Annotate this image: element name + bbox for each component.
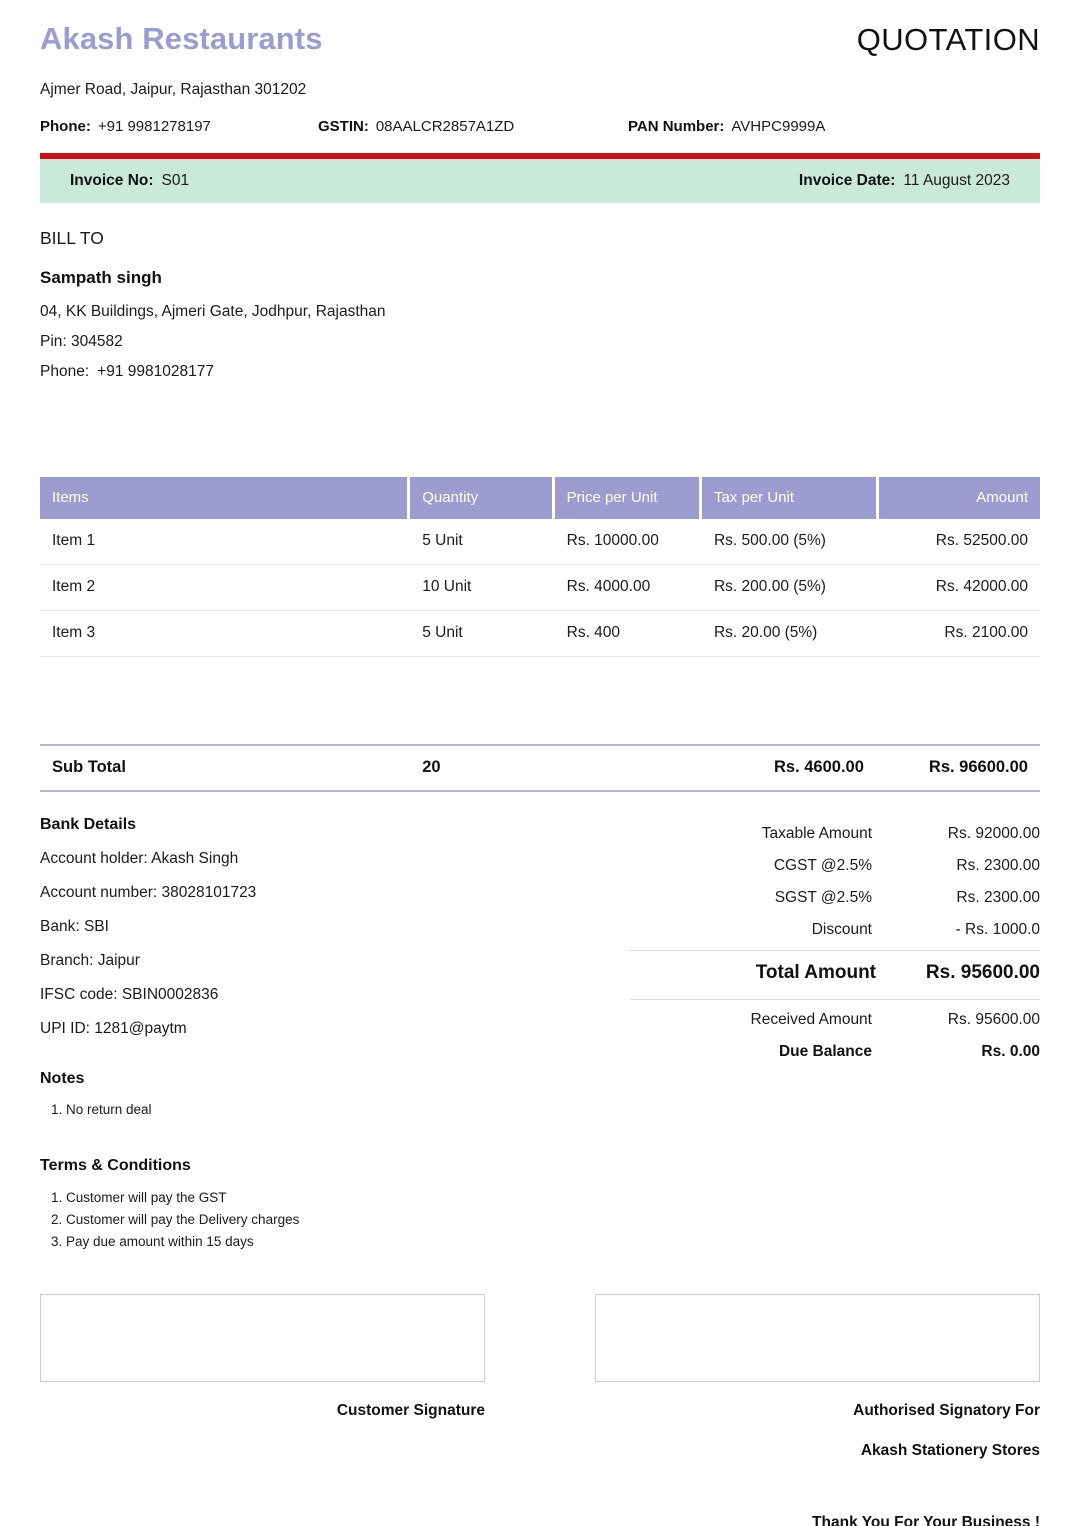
company-phone-label: Phone: — [40, 117, 91, 135]
bank-name: Bank: SBI — [40, 917, 109, 935]
taxable-amount-label: Taxable Amount — [761, 824, 872, 842]
discount-value: - Rs. 1000.0 — [955, 920, 1040, 938]
sgst-row — [630, 882, 1040, 914]
cell-price: Rs. 10000.00 — [566, 532, 659, 550]
company-gstin-label: GSTIN: — [318, 117, 369, 135]
cgst-label: CGST @2.5% — [773, 856, 872, 874]
column-header-tax: Tax per Unit — [702, 477, 876, 519]
invoice-band-content — [40, 159, 1040, 203]
table-empty-space — [40, 657, 1040, 744]
company-pan-value: AVHPC9999A — [731, 117, 826, 135]
total-amount-label: Total Amount — [755, 961, 876, 983]
invoice-band — [40, 153, 1040, 203]
cell-tax: Rs. 200.00 (5%) — [713, 578, 826, 596]
bank-branch: Branch: Jaipur — [40, 951, 140, 969]
company-phone-value: +91 9981278197 — [97, 117, 211, 135]
signatures-section — [40, 1294, 1040, 1526]
received-amount-label: Received Amount — [750, 1010, 872, 1028]
terms-list — [40, 1187, 510, 1254]
cell-price: Rs. 400 — [566, 624, 621, 642]
bank-account-number: Account number: 38028101723 — [40, 884, 257, 902]
list-item: 3. Pay due amount within 15 days — [66, 1231, 510, 1253]
bill-to-title: BILL TO — [40, 228, 104, 249]
cell-tax: Rs. 20.00 (5%) — [713, 624, 818, 642]
bank-ifsc: IFSC code: SBIN0002836 — [40, 985, 219, 1003]
list-item: 2. Customer will pay the Delivery charges — [66, 1209, 510, 1231]
column-header-price: Price per Unit — [555, 477, 699, 519]
authorised-signature-caption: Authorised Signatory For — [853, 1402, 1040, 1420]
totals-section — [630, 814, 1040, 1254]
bank-account-holder: Account holder: Akash Singh — [40, 850, 239, 868]
subtotal-amount: Rs. 96600.00 — [928, 758, 1028, 777]
subtotal-label: Sub Total — [52, 758, 126, 777]
table-row — [40, 519, 1040, 565]
notes-title: Notes — [40, 1069, 85, 1087]
cell-item: Item 3 — [52, 624, 96, 642]
sgst-value: Rs. 2300.00 — [956, 888, 1040, 906]
invoice-date-label: Invoice Date: — [798, 172, 896, 190]
notes-list — [40, 1099, 510, 1121]
received-amount-row — [630, 1000, 1040, 1036]
customer-signature-block — [40, 1294, 485, 1526]
company-gstin — [318, 117, 628, 137]
list-item: 1. Customer will pay the GST — [66, 1187, 510, 1209]
column-header-items: Items — [40, 477, 407, 519]
company-meta-row — [40, 117, 1040, 137]
document-type-title: QUOTATION — [856, 22, 1040, 57]
total-amount-value: Rs. 95600.00 — [925, 961, 1040, 983]
bank-details-section — [40, 814, 510, 1254]
cgst-row — [630, 850, 1040, 882]
subtotal-quantity: 20 — [422, 758, 441, 777]
cgst-value: Rs. 2300.00 — [956, 856, 1040, 874]
cell-item: Item 2 — [52, 578, 96, 596]
invoice-date-value: 11 August 2023 — [903, 172, 1010, 190]
bank-details-title: Bank Details — [40, 815, 137, 833]
authorised-signature-box[interactable] — [595, 1294, 1040, 1382]
cell-quantity: 10 Unit — [422, 578, 472, 596]
terms-title: Terms & Conditions — [40, 1157, 191, 1175]
items-table — [40, 477, 1040, 792]
customer-signature-box[interactable] — [40, 1294, 485, 1382]
company-gstin-value: 08AALCR2857A1ZD — [375, 117, 515, 135]
customer-pin: Pin: 304582 — [40, 332, 123, 350]
invoice-date-group — [799, 172, 1010, 190]
subtotal-row — [40, 746, 1040, 790]
column-header-quantity: Quantity — [410, 477, 551, 519]
company-pan-label: PAN Number: — [628, 117, 725, 135]
terms-section — [40, 1155, 510, 1253]
document-header — [40, 0, 1040, 60]
company-phone — [40, 117, 318, 137]
customer-phone-label: Phone: — [40, 362, 90, 380]
items-table-body — [40, 519, 1040, 744]
discount-label: Discount — [811, 920, 872, 938]
due-balance-label: Due Balance — [778, 1042, 872, 1060]
bank-upi-id: UPI ID: 1281@paytm — [40, 1019, 187, 1037]
customer-name: Sampath singh — [40, 268, 162, 288]
list-item: 1. No return deal — [66, 1099, 510, 1121]
company-pan — [628, 117, 1040, 137]
column-header-amount: Amount — [879, 477, 1040, 519]
invoice-number-label: Invoice No: — [70, 172, 154, 190]
cell-item: Item 1 — [52, 532, 96, 550]
company-address: Ajmer Road, Jaipur, Rajasthan 301202 — [40, 80, 307, 98]
subtotal-tax: Rs. 4600.00 — [773, 758, 864, 777]
footer-thanks-message: Thank You For Your Business ! — [812, 1513, 1040, 1526]
items-table-header — [40, 477, 1040, 519]
table-row — [40, 565, 1040, 611]
cell-quantity: 5 Unit — [422, 532, 463, 550]
due-balance-value: Rs. 0.00 — [981, 1042, 1040, 1060]
customer-signature-caption: Customer Signature — [336, 1402, 485, 1420]
subtotal-separator-bottom — [40, 790, 1040, 792]
bill-to-section — [40, 227, 1040, 382]
invoice-number-group — [70, 172, 189, 190]
cell-price: Rs. 4000.00 — [566, 578, 651, 596]
taxable-amount-value: Rs. 92000.00 — [947, 824, 1040, 842]
table-row — [40, 611, 1040, 657]
authorised-company-name: Akash Stationery Stores — [860, 1442, 1040, 1460]
customer-phone-value: +91 9981028177 — [97, 362, 214, 380]
received-amount-value: Rs. 95600.00 — [947, 1010, 1040, 1028]
invoice-number-value: S01 — [161, 172, 190, 190]
cell-quantity: 5 Unit — [422, 624, 463, 642]
cell-tax: Rs. 500.00 (5%) — [713, 532, 826, 550]
due-balance-row — [630, 1036, 1040, 1068]
authorised-signature-block — [595, 1294, 1040, 1526]
cell-amount: Rs. 52500.00 — [935, 532, 1028, 550]
cell-amount: Rs. 2100.00 — [944, 624, 1028, 642]
taxable-amount-row — [630, 818, 1040, 850]
sgst-label: SGST @2.5% — [774, 888, 872, 906]
customer-address: 04, KK Buildings, Ajmeri Gate, Jodhpur, Rajasthan — [40, 302, 386, 320]
cell-amount: Rs. 42000.00 — [935, 578, 1028, 596]
lower-section — [40, 814, 1040, 1254]
company-name: Akash Restaurants — [40, 21, 323, 56]
notes-section — [40, 1068, 510, 1122]
customer-phone — [40, 362, 1040, 383]
total-amount-row — [630, 951, 1040, 995]
discount-row — [630, 914, 1040, 946]
